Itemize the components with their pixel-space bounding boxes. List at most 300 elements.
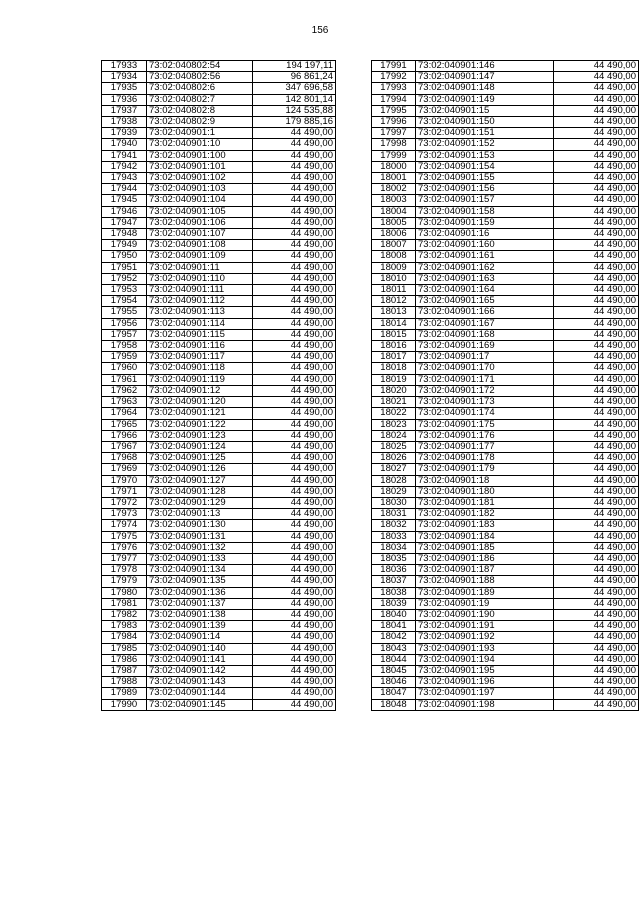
value-cell: 44 490,00 [253,296,336,307]
value-cell: 44 490,00 [554,161,639,172]
value-cell: 44 490,00 [554,531,639,542]
table-row [372,464,639,475]
table-row [372,83,639,94]
parcel-table-left-body [102,61,336,711]
value-cell: 44 490,00 [554,643,639,654]
row-number-cell: 18045 [372,665,416,676]
value-cell: 44 490,00 [554,408,639,419]
value-cell: 179 885,16 [253,117,336,128]
cadastral-number-cell: 73:02:040901:130 [147,520,253,531]
table-row [102,397,336,408]
value-cell: 44 490,00 [554,699,639,710]
row-number-cell: 17982 [102,609,147,620]
cadastral-number-cell: 73:02:040901:118 [147,363,253,374]
value-cell: 44 490,00 [554,598,639,609]
cadastral-number-cell: 73:02:040901:113 [147,307,253,318]
row-number-cell: 17970 [102,475,147,486]
cadastral-number-cell: 73:02:040901:126 [147,464,253,475]
table-row [372,363,639,374]
cadastral-number-cell: 73:02:040901:169 [416,341,554,352]
row-number-cell: 17998 [372,139,416,150]
cadastral-number-cell: 73:02:040901:111 [147,285,253,296]
value-cell: 44 490,00 [554,285,639,296]
table-row [102,206,336,217]
cadastral-number-cell: 73:02:040901:166 [416,307,554,318]
table-row [372,542,639,553]
row-number-cell: 18021 [372,397,416,408]
value-cell: 44 490,00 [253,363,336,374]
row-number-cell: 18015 [372,329,416,340]
row-number-cell: 17955 [102,307,147,318]
cadastral-number-cell: 73:02:040901:139 [147,621,253,632]
value-cell: 44 490,00 [253,285,336,296]
cadastral-number-cell: 73:02:040901:110 [147,273,253,284]
value-cell: 44 490,00 [253,430,336,441]
table-row [102,341,336,352]
cadastral-number-cell: 73:02:040901:133 [147,553,253,564]
row-number-cell: 17953 [102,285,147,296]
row-number-cell: 18003 [372,195,416,206]
row-number-cell: 18027 [372,464,416,475]
cadastral-number-cell: 73:02:040901:132 [147,542,253,553]
value-cell: 44 490,00 [253,453,336,464]
table-row [102,464,336,475]
row-number-cell: 18005 [372,217,416,228]
cadastral-number-cell: 73:02:040901:100 [147,150,253,161]
cadastral-number-cell: 73:02:040901:141 [147,654,253,665]
table-row [102,94,336,105]
value-cell: 124 535,88 [253,105,336,116]
row-number-cell: 18047 [372,688,416,699]
value-cell: 44 490,00 [554,296,639,307]
cadastral-number-cell: 73:02:040901:175 [416,419,554,430]
table-row [372,486,639,497]
row-number-cell: 17959 [102,352,147,363]
cadastral-number-cell: 73:02:040901:188 [416,576,554,587]
value-cell: 44 490,00 [253,341,336,352]
table-row [372,229,639,240]
row-number-cell: 17937 [102,105,147,116]
table-row [102,486,336,497]
table-row [102,542,336,553]
cadastral-number-cell: 73:02:040901:153 [416,150,554,161]
row-number-cell: 18004 [372,206,416,217]
cadastral-number-cell: 73:02:040901:165 [416,296,554,307]
value-cell: 44 490,00 [554,195,639,206]
table-row [102,139,336,150]
cadastral-number-cell: 73:02:040901:193 [416,643,554,654]
table-row [102,318,336,329]
value-cell: 347 696,58 [253,83,336,94]
value-cell: 44 490,00 [554,542,639,553]
cadastral-number-cell: 73:02:040802:8 [147,105,253,116]
table-row [102,453,336,464]
value-cell: 44 490,00 [253,609,336,620]
table-row [372,531,639,542]
value-cell: 44 490,00 [554,385,639,396]
row-number-cell: 17964 [102,408,147,419]
value-cell: 44 490,00 [253,408,336,419]
cadastral-number-cell: 73:02:040901:104 [147,195,253,206]
value-cell: 44 490,00 [253,542,336,553]
table-row [372,509,639,520]
value-cell: 44 490,00 [554,621,639,632]
table-row [102,374,336,385]
row-number-cell: 17997 [372,128,416,139]
cadastral-number-cell: 73:02:040901:108 [147,240,253,251]
value-cell: 44 490,00 [554,105,639,116]
value-cell: 44 490,00 [554,329,639,340]
cadastral-number-cell: 73:02:040901:140 [147,643,253,654]
row-number-cell: 18041 [372,621,416,632]
value-cell: 44 490,00 [554,262,639,273]
row-number-cell: 17947 [102,217,147,228]
table-row [102,72,336,83]
value-cell: 44 490,00 [554,173,639,184]
cadastral-number-cell: 73:02:040901:134 [147,565,253,576]
cadastral-number-cell: 73:02:040901:163 [416,273,554,284]
table-row [102,262,336,273]
table-row [372,408,639,419]
cadastral-number-cell: 73:02:040901:1 [147,128,253,139]
value-cell: 44 490,00 [253,251,336,262]
row-number-cell: 17941 [102,150,147,161]
row-number-cell: 18000 [372,161,416,172]
value-cell: 44 490,00 [554,587,639,598]
row-number-cell: 18048 [372,699,416,710]
cadastral-number-cell: 73:02:040901:107 [147,229,253,240]
table-row [102,430,336,441]
cadastral-number-cell: 73:02:040901:171 [416,374,554,385]
row-number-cell: 18034 [372,542,416,553]
value-cell: 44 490,00 [554,240,639,251]
table-row [372,105,639,116]
table-row [372,296,639,307]
cadastral-number-cell: 73:02:040901:160 [416,240,554,251]
cadastral-number-cell: 73:02:040901:168 [416,329,554,340]
value-cell: 44 490,00 [253,195,336,206]
cadastral-number-cell: 73:02:040901:196 [416,677,554,688]
parcel-table-right-body [372,61,639,711]
value-cell: 44 490,00 [554,475,639,486]
table-row [372,117,639,128]
value-cell: 44 490,00 [554,688,639,699]
row-number-cell: 17944 [102,184,147,195]
table-row [102,677,336,688]
value-cell: 44 490,00 [253,621,336,632]
row-number-cell: 18014 [372,318,416,329]
value-cell: 44 490,00 [253,598,336,609]
value-cell: 44 490,00 [253,531,336,542]
cadastral-number-cell: 73:02:040901:164 [416,285,554,296]
value-cell: 44 490,00 [554,273,639,284]
value-cell: 44 490,00 [253,576,336,587]
row-number-cell: 17987 [102,665,147,676]
cadastral-number-cell: 73:02:040901:167 [416,318,554,329]
cadastral-number-cell: 73:02:040802:7 [147,94,253,105]
table-row [102,408,336,419]
row-number-cell: 17934 [102,72,147,83]
table-row [372,632,639,643]
table-row [372,677,639,688]
table-row [102,643,336,654]
cadastral-number-cell: 73:02:040802:6 [147,83,253,94]
value-cell: 44 490,00 [554,453,639,464]
value-cell: 44 490,00 [554,318,639,329]
row-number-cell: 17978 [102,565,147,576]
cadastral-number-cell: 73:02:040802:56 [147,72,253,83]
table-row [102,61,336,72]
row-number-cell: 17989 [102,688,147,699]
table-row [102,475,336,486]
value-cell: 44 490,00 [554,206,639,217]
cadastral-number-cell: 73:02:040901:15 [416,105,554,116]
row-number-cell: 18020 [372,385,416,396]
value-cell: 44 490,00 [253,553,336,564]
row-number-cell: 17968 [102,453,147,464]
cadastral-number-cell: 73:02:040901:159 [416,217,554,228]
value-cell: 44 490,00 [554,464,639,475]
table-row [102,441,336,452]
table-row [102,217,336,228]
row-number-cell: 17981 [102,598,147,609]
row-number-cell: 18001 [372,173,416,184]
cadastral-number-cell: 73:02:040901:105 [147,206,253,217]
table-row [372,217,639,228]
value-cell: 44 490,00 [253,509,336,520]
value-cell: 44 490,00 [554,654,639,665]
table-row [372,61,639,72]
cadastral-number-cell: 73:02:040901:12 [147,385,253,396]
table-row [372,497,639,508]
cadastral-number-cell: 73:02:040901:152 [416,139,554,150]
cadastral-number-cell: 73:02:040901:173 [416,397,554,408]
table-row [102,509,336,520]
row-number-cell: 17977 [102,553,147,564]
row-number-cell: 17980 [102,587,147,598]
cadastral-number-cell: 73:02:040901:123 [147,430,253,441]
value-cell: 44 490,00 [253,520,336,531]
table-row [102,609,336,620]
row-number-cell: 18025 [372,441,416,452]
row-number-cell: 18036 [372,565,416,576]
row-number-cell: 18032 [372,520,416,531]
value-cell: 44 490,00 [554,251,639,262]
cadastral-number-cell: 73:02:040901:131 [147,531,253,542]
value-cell: 44 490,00 [554,184,639,195]
row-number-cell: 17957 [102,329,147,340]
cadastral-number-cell: 73:02:040901:129 [147,497,253,508]
row-number-cell: 17949 [102,240,147,251]
cadastral-number-cell: 73:02:040901:184 [416,531,554,542]
value-cell: 44 490,00 [554,486,639,497]
table-row [372,475,639,486]
value-cell: 44 490,00 [253,206,336,217]
cadastral-number-cell: 73:02:040901:155 [416,173,554,184]
table-row [372,94,639,105]
row-number-cell: 18016 [372,341,416,352]
table-row [372,609,639,620]
row-number-cell: 17948 [102,229,147,240]
row-number-cell: 18024 [372,430,416,441]
row-number-cell: 17939 [102,128,147,139]
row-number-cell: 18030 [372,497,416,508]
row-number-cell: 17954 [102,296,147,307]
cadastral-number-cell: 73:02:040901:154 [416,161,554,172]
table-row [102,621,336,632]
page-number: 156 [311,25,329,36]
cadastral-number-cell: 73:02:040901:145 [147,699,253,710]
table-row [372,128,639,139]
table-row [372,453,639,464]
value-cell: 44 490,00 [554,217,639,228]
cadastral-number-cell: 73:02:040901:158 [416,206,554,217]
cadastral-number-cell: 73:02:040901:17 [416,352,554,363]
table-row [372,374,639,385]
value-cell: 44 490,00 [554,61,639,72]
cadastral-number-cell: 73:02:040901:18 [416,475,554,486]
value-cell: 44 490,00 [253,699,336,710]
row-number-cell: 18033 [372,531,416,542]
table-row [102,329,336,340]
value-cell: 44 490,00 [253,497,336,508]
value-cell: 44 490,00 [253,665,336,676]
value-cell: 44 490,00 [253,441,336,452]
row-number-cell: 18011 [372,285,416,296]
cadastral-number-cell: 73:02:040901:146 [416,61,554,72]
row-number-cell: 17969 [102,464,147,475]
cadastral-number-cell: 73:02:040802:54 [147,61,253,72]
table-row [102,553,336,564]
table-row [372,173,639,184]
cadastral-number-cell: 73:02:040901:151 [416,128,554,139]
value-cell: 194 197,11 [253,61,336,72]
cadastral-number-cell: 73:02:040901:189 [416,587,554,598]
value-cell: 44 490,00 [554,609,639,620]
table-row [102,128,336,139]
value-cell: 44 490,00 [554,307,639,318]
value-cell: 44 490,00 [253,329,336,340]
table-row [372,318,639,329]
row-number-cell: 18022 [372,408,416,419]
cadastral-number-cell: 73:02:040901:117 [147,352,253,363]
row-number-cell: 17938 [102,117,147,128]
row-number-cell: 18037 [372,576,416,587]
cadastral-number-cell: 73:02:040901:180 [416,486,554,497]
table-row [372,654,639,665]
row-number-cell: 18013 [372,307,416,318]
row-number-cell: 18028 [372,475,416,486]
table-row [372,206,639,217]
table-row [102,161,336,172]
cadastral-number-cell: 73:02:040901:103 [147,184,253,195]
cadastral-number-cell: 73:02:040901:14 [147,632,253,643]
table-row [372,699,639,710]
cadastral-number-cell: 73:02:040901:194 [416,654,554,665]
row-number-cell: 17971 [102,486,147,497]
row-number-cell: 18026 [372,453,416,464]
row-number-cell: 17960 [102,363,147,374]
cadastral-number-cell: 73:02:040901:10 [147,139,253,150]
cadastral-number-cell: 73:02:040901:149 [416,94,554,105]
table-row [102,105,336,116]
row-number-cell: 17995 [372,105,416,116]
table-row [372,273,639,284]
table-row [102,363,336,374]
table-row [372,598,639,609]
table-row [102,520,336,531]
row-number-cell: 18002 [372,184,416,195]
table-row [102,632,336,643]
cadastral-number-cell: 73:02:040901:147 [416,72,554,83]
value-cell: 44 490,00 [253,217,336,228]
row-number-cell: 17996 [372,117,416,128]
row-number-cell: 17990 [102,699,147,710]
table-row [102,497,336,508]
table-row [102,688,336,699]
value-cell: 44 490,00 [554,363,639,374]
row-number-cell: 17972 [102,497,147,508]
parcel-table-right [371,60,639,711]
row-number-cell: 17979 [102,576,147,587]
cadastral-number-cell: 73:02:040901:106 [147,217,253,228]
cadastral-number-cell: 73:02:040901:120 [147,397,253,408]
value-cell: 44 490,00 [253,654,336,665]
row-number-cell: 17966 [102,430,147,441]
value-cell: 44 490,00 [253,677,336,688]
cadastral-number-cell: 73:02:040901:143 [147,677,253,688]
row-number-cell: 17945 [102,195,147,206]
value-cell: 44 490,00 [253,486,336,497]
value-cell: 44 490,00 [253,475,336,486]
value-cell: 44 490,00 [253,173,336,184]
table-row [102,419,336,430]
row-number-cell: 17951 [102,262,147,273]
table-row [372,520,639,531]
cadastral-number-cell: 73:02:040901:156 [416,184,554,195]
table-row [102,273,336,284]
cadastral-number-cell: 73:02:040901:187 [416,565,554,576]
row-number-cell: 17993 [372,83,416,94]
value-cell: 44 490,00 [554,374,639,385]
value-cell: 44 490,00 [554,128,639,139]
cadastral-number-cell: 73:02:040901:172 [416,385,554,396]
row-number-cell: 17946 [102,206,147,217]
table-row [102,576,336,587]
cadastral-number-cell: 73:02:040901:170 [416,363,554,374]
value-cell: 44 490,00 [253,464,336,475]
cadastral-number-cell: 73:02:040901:182 [416,509,554,520]
value-cell: 44 490,00 [554,441,639,452]
value-cell: 142 801,14 [253,94,336,105]
row-number-cell: 18046 [372,677,416,688]
table-row [372,430,639,441]
cadastral-number-cell: 73:02:040901:178 [416,453,554,464]
table-row [372,161,639,172]
cadastral-number-cell: 73:02:040901:127 [147,475,253,486]
table-row [102,251,336,262]
table-row [372,195,639,206]
value-cell: 44 490,00 [554,677,639,688]
table-row [102,307,336,318]
cadastral-number-cell: 73:02:040901:136 [147,587,253,598]
value-cell: 44 490,00 [253,161,336,172]
table-row [372,553,639,564]
value-cell: 44 490,00 [554,229,639,240]
table-row [372,307,639,318]
table-row [102,83,336,94]
table-row [372,285,639,296]
